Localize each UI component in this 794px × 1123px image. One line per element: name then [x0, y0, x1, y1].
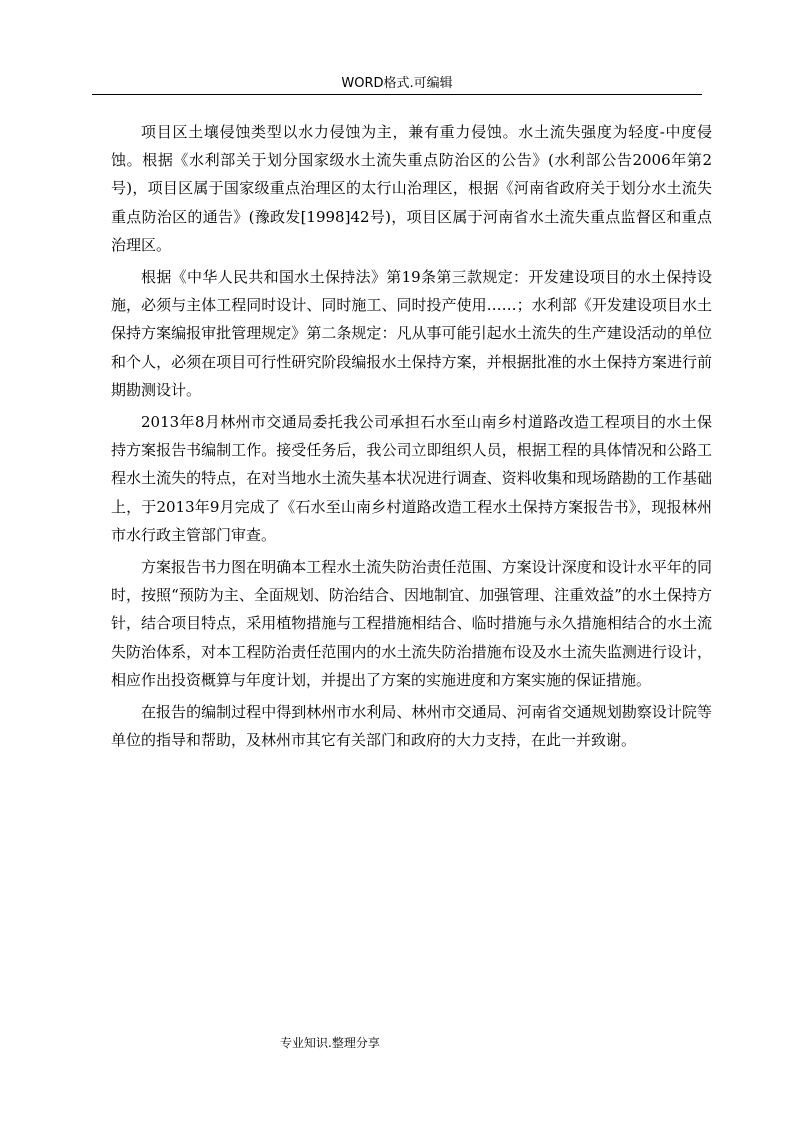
- header-text: WORD格式.可编辑: [341, 76, 453, 91]
- document-body: [111, 118, 712, 758]
- page-footer: 专业知识.整理分享: [280, 1036, 380, 1050]
- paragraph-commission: 2013年8月林州市交通局委托我公司承担石水至山南乡村道路改造工程项目的水土保持方案报告书编制工作。接受任务后，我公司立即组织人员，根据工程的具体情况和公路工程水土流失的特点，在对当地水土流失基本状况进行调查、资料收集和现场踏勘的工作基础上，于2013年9月完成了《石水至山南乡村道路改造工程水土保持方案报告书》，现报林州市水行政主管部门审查。: [111, 413, 712, 544]
- paragraph-acknowledgement: 在报告的编制过程中得到林州市水利局、林州市交通局、河南省交通规划勘察设计院等单位的指导和帮助，及林州市其它有关部门和政府的大力支持，在此一并致谢。: [111, 703, 712, 750]
- paragraph-legal-basis: 根据《中华人民共和国水土保持法》第19条第三款规定：开发建设项目的水土保持设施，必须与主体工程同时设计、同时施工、同时投产使用……；水利部《开发建设项目水土保持方案编报审批管理规定》第二条规定：凡从事可能引起水土流失的生产建设活动的单位和个人，必须在项目可行性研究阶段编报水土保持方案，并根据批准的水土保持方案进行前期勘测设计。: [111, 268, 712, 399]
- paragraph-plan-approach: 方案报告书力图在明确本工程水土流失防治责任范围、方案设计深度和设计水平年的同时，按照“预防为主、全面规划、防治结合、因地制宜、加强管理、注重效益”的水土保持方针，结合项目特点，采用植物措施与工程措施相结合、临时措施与永久措施相结合的水土流失防治体系，对本工程防治责任范围内的水土流失防治措施布设及水土流失监测进行设计，相应作出投资概算与年度计划，并提出了方案的实施进度和方案实施的保证措施。: [111, 558, 712, 689]
- paragraph-erosion-type: 项目区土壤侵蚀类型以水力侵蚀为主，兼有重力侵蚀。水土流失强度为轻度-中度侵蚀。根据《水利部关于划分国家级水土流失重点防治区的公告》(水利部公告2006年第2号)，项目区属于国家级重点治理区的太行山治理区，根据《河南省政府关于划分水土流失重点防治区的通告》(豫政发[1998]42号)，项目区属于河南省水土流失重点监督区和重点治理区。: [111, 123, 712, 254]
- page-header: [92, 72, 702, 95]
